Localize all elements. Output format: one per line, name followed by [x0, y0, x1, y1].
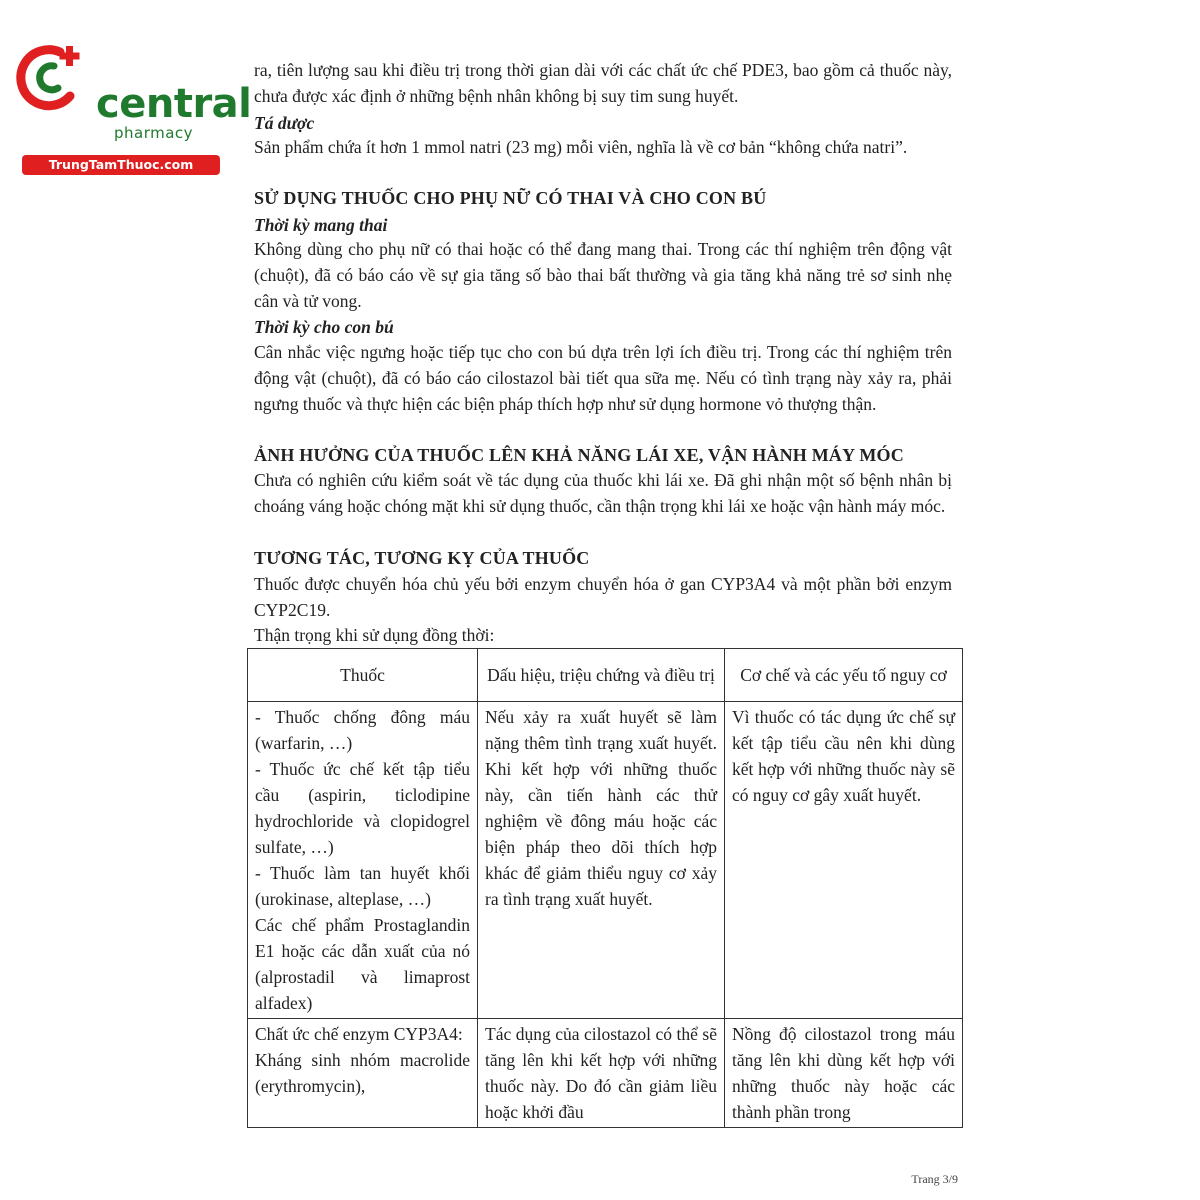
table-cell-drugs [248, 1019, 478, 1128]
paragraph-breastfeeding: Cân nhắc việc ngưng hoặc tiếp tục cho con bú dựa trên lợi ích điều trị. Trong các thí nghiệm trên động vật (chuột), đã có báo cáo cilostazol bài tiết qua sữa mẹ. Nếu có tình trạng này xảy ra, phải ngưng thuốc và thực hiện các biện pháp thích hợp như sử dụng hormone vỏ thượng thận. [254, 342, 952, 414]
table-cell-signs: Nếu xảy ra xuất huyết sẽ làm nặng thêm tình trạng xuất huyết. Khi kết hợp với những thuốc này, cần tiến hành các thử nghiệm về đông máu hoặc các biện pháp theo dõi thích hợp khác để giảm thiểu nguy cơ xảy ra tình trạng xuất huyết. [478, 702, 725, 1019]
drug-macrolides: Kháng sinh nhóm macrolide (erythromycin), [255, 1050, 470, 1096]
central-pharmacy-logo[interactable] [10, 38, 252, 172]
interaction-table [247, 648, 963, 1128]
page-bottom-mask [247, 1138, 963, 1200]
subheading-pregnancy-period: Thời kỳ mang thai [254, 215, 388, 235]
subheading-ta-duoc: Tá dược [254, 113, 315, 133]
drug-anticoagulants: - Thuốc chống đông máu (warfarin, …) [255, 707, 470, 753]
paragraph-pregnancy: Không dùng cho phụ nữ có thai hoặc có thể đang mang thai. Trong các thí nghiệm trên động vật (chuột), đã có báo cáo về sự gia tăng số bào thai bất thường và gia tăng khả năng trẻ sơ sinh nhẹ cân và tử vong. [254, 239, 952, 311]
table-header-row [248, 649, 963, 702]
central-logo-icon [10, 38, 96, 118]
paragraph-excipient: Sản phẩm chứa ít hơn 1 mmol natri (23 mg) mỗi viên, nghĩa là về cơ bản “không chứa natri”. [254, 137, 908, 157]
table-header-mechanism: Cơ chế và các yếu tố nguy cơ [725, 649, 963, 702]
table-header-drug: Thuốc [248, 649, 478, 702]
drug-thrombolytics: - Thuốc làm tan huyết khối (urokinase, alteplase, …) [255, 863, 470, 909]
drug-cyp3a4-inhibitors: Chất ức chế enzym CYP3A4: [255, 1024, 463, 1044]
logo-subtitle: pharmacy [114, 124, 194, 142]
drug-prostaglandin: Các chế phẩm Prostaglandin E1 hoặc các dẫn xuất của nó (alprostadil và limaprost alfadex) [255, 915, 470, 1013]
table-cell-signs: Tác dụng của cilostazol có thể sẽ tăng lên khi kết hợp với những thuốc này. Do đó cần giảm liều hoặc khởi đầu [478, 1019, 725, 1128]
table-header-signs: Dấu hiệu, triệu chứng và điều trị [478, 649, 725, 702]
paragraph-pde3: ra, tiên lượng sau khi điều trị trong thời gian dài với các chất ức chế PDE3, bao gồm cả thuốc này, chưa được xác định ở những bệnh nhân không bị suy tim sung huyết. [254, 60, 952, 106]
subheading-breastfeeding: Thời kỳ cho con bú [254, 317, 394, 337]
paragraph-caution: Thận trọng khi sử dụng đồng thời: [254, 625, 495, 645]
table-cell-drugs [248, 702, 478, 1019]
table-cell-mechanism: Vì thuốc có tác dụng ức chế sự kết tập tiểu cầu nên khi dùng kết hợp với những thuốc này sẽ có nguy cơ gây xuất huyết. [725, 702, 963, 1019]
paragraph-metabolism: Thuốc được chuyển hóa chủ yếu bởi enzym chuyển hóa ở gan CYP3A4 và một phần bởi enzym CYP2C19. [254, 574, 952, 620]
heading-pregnancy: SỬ DỤNG THUỐC CHO PHỤ NỮ CÓ THAI VÀ CHO CON BÚ [254, 188, 767, 208]
table-row [248, 702, 963, 1019]
paragraph-driving: Chưa có nghiên cứu kiểm soát về tác dụng của thuốc khi lái xe. Đã ghi nhận một số bệnh nhân bị choáng váng hoặc chóng mặt khi sử dụng thuốc, cần thận trọng khi lái xe hoặc vận hành máy móc. [254, 470, 952, 516]
drug-antiplatelets: - Thuốc ức chế kết tập tiểu cầu (aspirin, ticlodipine hydrochloride và clopidogrel sulfate, …) [255, 759, 470, 857]
table-cell-mechanism: Nồng độ cilostazol trong máu tăng lên khi dùng kết hợp với những thuốc này hoặc các thành phần trong [725, 1019, 963, 1128]
heading-driving: ẢNH HƯỞNG CỦA THUỐC LÊN KHẢ NĂNG LÁI XE, VẬN HÀNH MÁY MÓC [254, 445, 904, 465]
table-row [248, 1019, 963, 1128]
logo-wordmark: central [96, 81, 252, 127]
page-number: Trang 3/9 [911, 1172, 958, 1186]
logo-website-bar[interactable]: TrungTamThuoc.com [22, 155, 220, 175]
heading-interactions: TƯƠNG TÁC, TƯƠNG KỴ CỦA THUỐC [254, 548, 590, 568]
